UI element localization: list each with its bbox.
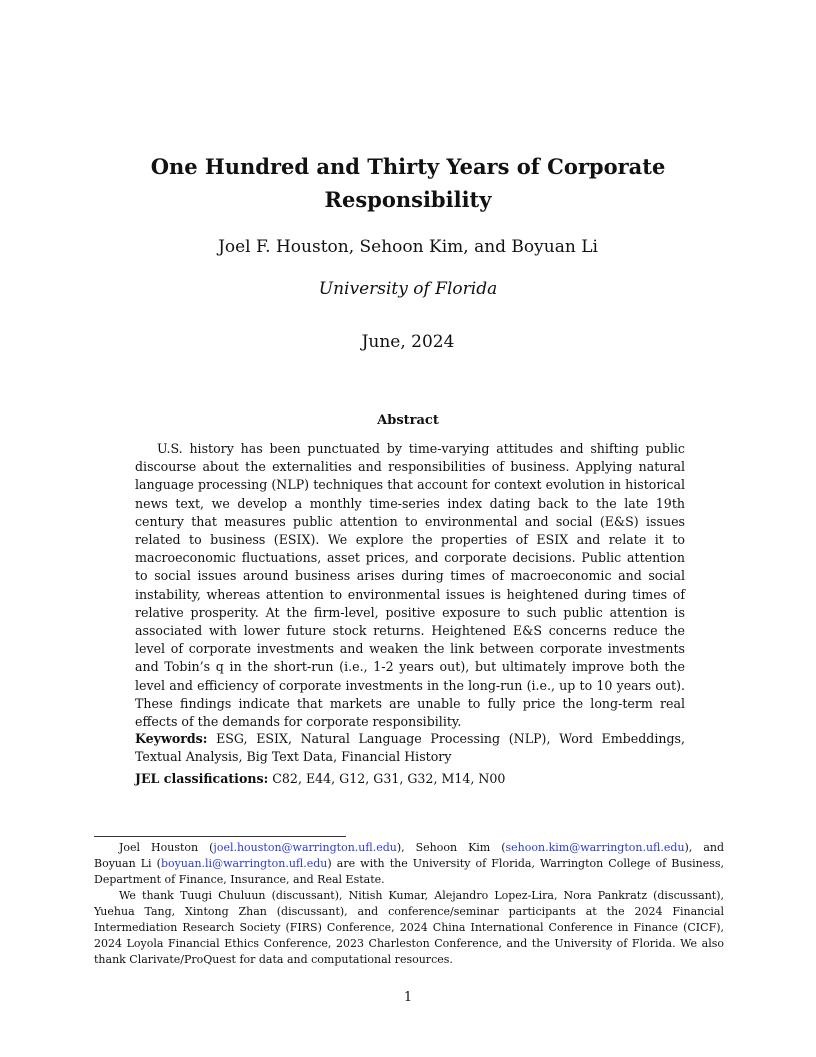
footnote-name-li: Boyuan Li [94, 857, 152, 870]
page-number: 1 [403, 990, 413, 1005]
publication-date: June, 2024 [361, 332, 455, 352]
author-list: Joel F. Houston, Sehoon Kim, and Boyuan Li [218, 237, 598, 257]
footnote-acknowledgments: We thank Tuugi Chuluun (discussant), Nitish Kumar, Alejandro Lopez-Lira, Nora Pankratz (discussant), Yuehua Tang, Xintong Zhan (discussant), and conference/seminar participants at the 2024 Financial Intermediation Research Society (FIRS) Conference, 2024 China International Conference in Finance (CICF), 2024 Loyola Financial Ethics Conference, 2023 Charleston Conference, and the University of Florida. We also thank Clarivate/ProQuest for data and computational resources. [94, 889, 724, 966]
jel-classifications [135, 770, 685, 788]
footnote-affiliation-text: are with the University of Florida, Warrington College of Business, Department of Finance, Insurance, and Real Estate. [94, 857, 724, 886]
keywords-label: Keywords: [135, 731, 208, 746]
footnote-and: and [703, 841, 724, 854]
footnote-name-houston: Joel Houston [119, 841, 199, 854]
footnote-affiliations: Joel Houston (joel.houston@warrington.ufl.edu), Sehoon Kim (sehoon.kim@warrington.ufl.edu), and Boyuan Li (boyuan.li@warrington.ufl.edu) are with the University of Florida, Warrington College of Business, Department of Finance, Insurance, and Real Estate. [94, 841, 724, 886]
keywords [135, 730, 685, 766]
footnote-name-kim: Sehoon Kim [415, 841, 491, 854]
email-link-li[interactable]: boyuan.li@warrington.ufl.edu [160, 857, 328, 870]
jel-text: C82, E44, G12, G31, G32, M14, N00 [272, 771, 506, 786]
abstract-text: U.S. history has been punctuated by time-varying attitudes and shifting public discourse about the externalities and responsibilities of business. Applying natural language processing (NLP) techniques that account for context evolution in historical news text, we develop a monthly time-series index dating back to the late 19th century that measures public attention to environmental and social (E&S) issues related to business (ESIX). We explore the properties of ESIX and relate it to macroeconomic fluctuations, asset prices, and corporate decisions. Public attention to social issues around business arises during times of macroeconomic and social instability, whereas attention to environmental issues is heightened during times of relative prosperity. At the firm-level, positive exposure to such public attention is associated with lower future stock returns. Heightened E&S concerns reduce the level of corporate investments and weaken the link between corporate investments and Tobin’s q in the short-run (i.e., 1-2 years out), but ultimately improve both the level and efficiency of corporate investments in the long-run (i.e., up to 10 years out). These findings indicate that markets are unable to fully price the long-term real effects of the demands for corporate responsibility. [135, 441, 685, 730]
keywords-text: ESG, ESIX, Natural Language Processing (NLP), Word Embeddings, Textual Analysis, Big Text Data, Financial History [135, 731, 685, 765]
email-link-houston[interactable]: joel.houston@warrington.ufl.edu [213, 841, 397, 854]
paper-title: One Hundred and Thirty Years of Corporate Responsibility [150, 154, 666, 212]
jel-label: JEL classifications: [135, 771, 269, 786]
affiliation: University of Florida [318, 279, 498, 299]
footnote-divider [94, 836, 346, 837]
abstract-heading: Abstract [377, 413, 439, 428]
email-link-kim[interactable]: sehoon.kim@warrington.ufl.edu [505, 841, 685, 854]
